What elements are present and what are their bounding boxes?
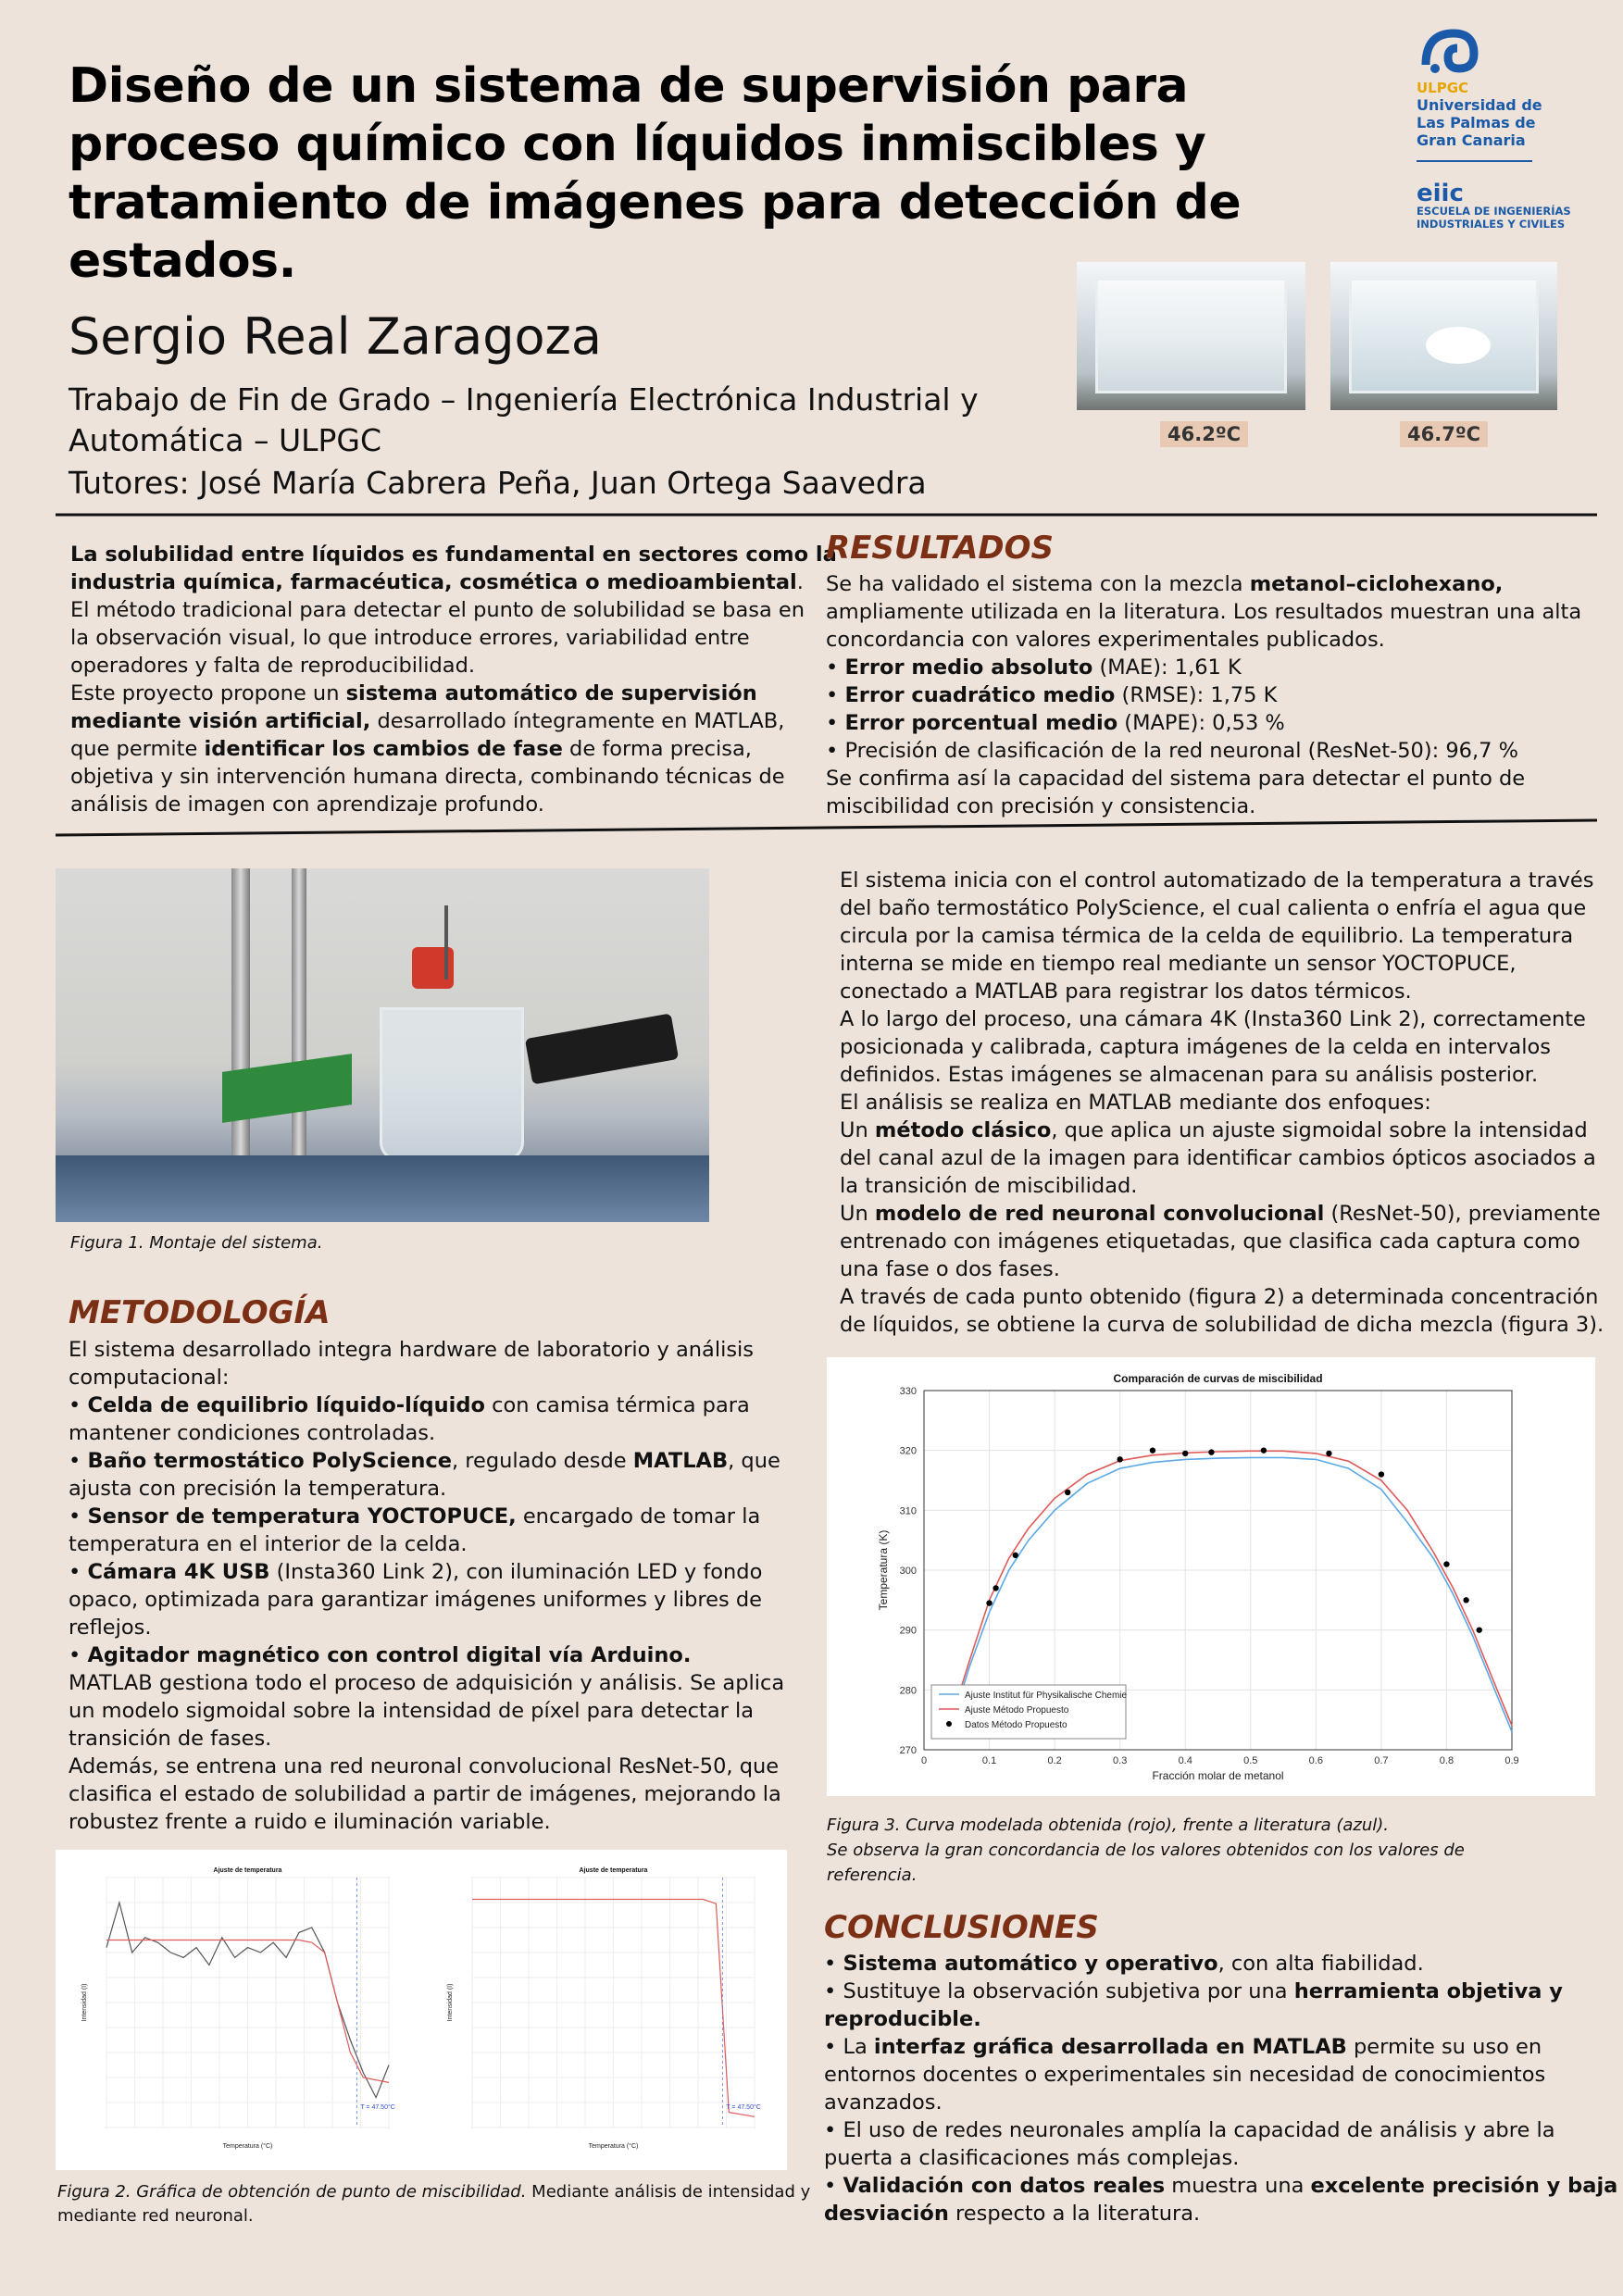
legend-label: Ajuste Institut für Physikalische Chemie	[965, 1691, 1128, 1701]
metric-name: Error medio absoluto	[844, 655, 1093, 680]
metodo-line: reflejos.	[69, 1616, 152, 1640]
text-segment: El uso de redes neuronales amplía la capacidad de análisis y abre la	[843, 2118, 1555, 2142]
desc-line: la transición de miscibilidad.	[840, 1174, 1138, 1198]
data-point	[1261, 1447, 1267, 1453]
intro-bold: identificar los cambios de fase	[204, 737, 563, 761]
metodo-item	[69, 1391, 784, 1419]
logo-divider	[1417, 160, 1532, 162]
x-tick-label: 0.6	[1308, 1755, 1323, 1766]
data-point	[993, 1585, 998, 1591]
x-tick-label: 0.1	[981, 1755, 997, 1766]
intro-text-segment: de forma precisa,	[562, 737, 752, 761]
bold-segment: Sensor de temperatura YOCTOPUCE,	[87, 1504, 517, 1529]
bullet: •	[824, 1979, 843, 2003]
camera-arm	[525, 1013, 679, 1084]
desc-line: A través de cada punto obtenido (figura 2) a determinada concentración	[840, 1285, 1599, 1309]
phase-drop	[1426, 327, 1491, 364]
x-axis-label: Fracción molar de metanol	[1152, 1769, 1284, 1782]
data-point	[986, 1600, 992, 1605]
desc-line: una fase o dos fases.	[840, 1257, 1060, 1281]
y-tick-label: 330	[899, 1386, 917, 1397]
caption-line: Se observa la gran concordancia de los valores obtenidos con los valores de	[827, 1841, 1465, 1860]
bullet: •	[69, 1643, 88, 1667]
data-point	[1117, 1456, 1122, 1462]
metodo-line: mantener condiciones controladas.	[69, 1421, 436, 1445]
temp-label-2: 46.7ºC	[1400, 421, 1488, 447]
desc-line: posicionada y calibrada, captura imágenes de la celda en intervalos	[840, 1035, 1551, 1059]
bold-segment: Cámara 4K USB	[87, 1560, 270, 1584]
title-line: estados.	[69, 233, 296, 289]
legend-swatch	[946, 1721, 952, 1727]
resultados-line: Se confirma así la capacidad del sistema para detectar el punto de	[826, 767, 1526, 791]
x-tick-label: 0	[920, 1755, 928, 1766]
conclusion-line	[824, 2200, 1617, 2227]
metodo-line: El sistema desarrollado integra hardware de laboratorio y análisis	[69, 1338, 755, 1362]
metric-value: (MAPE): 0,53 %	[1117, 711, 1285, 735]
intro-line	[70, 735, 837, 763]
x-tick-label: 0.9	[1504, 1755, 1519, 1766]
bold-segment: Celda de equilibrio líquido-líquido	[87, 1393, 485, 1417]
text-segment: , que	[728, 1449, 780, 1473]
bold-segment: desviación	[824, 2202, 949, 2226]
threshold-annotation: T = 47.50°C	[360, 2104, 395, 2111]
figure3-caption	[827, 1813, 1465, 1888]
metodo-line: clasifica el estado de solubilidad a partir de imágenes, mejorando la	[69, 1782, 781, 1806]
bullet: •	[69, 1449, 88, 1473]
eiic-name-line: ESCUELA DE INGENIERÍAS	[1417, 205, 1571, 218]
metodo-line: ajusta con precisión la temperatura.	[69, 1477, 447, 1501]
neural-net-chart	[421, 1850, 782, 2170]
chart-title: Comparación de curvas de miscibilidad	[1113, 1372, 1323, 1385]
stirrer-base	[56, 1155, 709, 1222]
conclusion-item	[824, 2033, 1617, 2061]
caption-line: referencia.	[827, 1866, 918, 1885]
text-segment: Sustituye la observación subjetiva por una	[843, 1979, 1294, 2003]
y-tick-label: 320	[899, 1445, 917, 1457]
figure1-photo	[56, 868, 709, 1222]
intro-line	[70, 680, 837, 707]
ulpgc-logo	[1417, 28, 1602, 231]
metodo-item	[69, 1558, 784, 1586]
metodo-item	[69, 1447, 784, 1475]
metric-name: Error porcentual medio	[844, 711, 1118, 735]
metodo-line: Además, se entrena una red neuronal convolucional ResNet-50, que	[69, 1754, 780, 1778]
text-segment: , con alta fiabilidad.	[1217, 1952, 1424, 1976]
metric-value: (MAE): 1,61 K	[1092, 655, 1242, 680]
data-point	[1150, 1447, 1155, 1453]
desc-line: del baño termostático PolyScience, el cual calienta o enfría el agua que	[840, 896, 1587, 920]
intro-line	[70, 707, 837, 735]
bullet: •	[826, 683, 845, 707]
desc-line: circula por la camisa térmica de la celda de equilibrio. La temperatura	[840, 924, 1574, 948]
eiic-name-line: INDUSTRIALES Y CIVILES	[1417, 218, 1566, 231]
x-axis-label: Temperatura (°C)	[222, 2143, 273, 2150]
x-tick-label: 0.7	[1374, 1755, 1389, 1766]
title-line: proceso químico con líquidos inmiscibles y	[69, 117, 1206, 172]
text-segment: (ResNet-50), previamente	[1324, 1202, 1601, 1226]
resultados-line: miscibilidad con precisión y consistencia.	[826, 794, 1256, 818]
y-axis-label: Temperatura (K)	[877, 1529, 890, 1611]
conclusion-item	[824, 2172, 1617, 2200]
sample-photo-1	[1077, 262, 1305, 410]
description-text	[840, 867, 1604, 1339]
desc-line: de líquidos, se obtiene la curva de solubilidad de dicha mezcla (figura 3).	[840, 1313, 1604, 1337]
bold-segment: Validación con datos reales	[843, 2174, 1166, 2198]
intro-line: operadores y falta de reproducibilidad.	[70, 654, 476, 678]
bold-segment: Baño termostático PolyScience	[87, 1449, 452, 1473]
desc-line: El análisis se realiza en MATLAB mediante dos enfoques:	[840, 1091, 1431, 1115]
metodologia-heading: METODOLOGÍA	[69, 1294, 331, 1331]
conclusion-item	[824, 1978, 1617, 2005]
metodo-line: un modelo sigmoidal sobre la intensidad de píxel para detectar la	[69, 1699, 755, 1723]
conclusion-item	[824, 1950, 1617, 1978]
text-segment: permite su uso en	[1346, 2035, 1542, 2059]
data-point	[1208, 1449, 1214, 1454]
y-axis-label: Intensidad (I)	[81, 1983, 88, 2022]
desc-line: A lo largo del proceso, una cámara 4K (Insta360 Link 2), correctamente	[840, 1007, 1586, 1031]
ulpgc-name	[1417, 96, 1602, 149]
subtitle-line: Trabajo de Fin de Grado – Ingeniería Electrónica Industrial y	[69, 381, 979, 418]
x-axis-label: Temperatura (°C)	[588, 2143, 639, 2150]
bold-segment: metanol–ciclohexano,	[1249, 572, 1504, 596]
intro-text-segment: que permite	[70, 737, 205, 761]
resultados-line: concordancia con valores experimentales publicados.	[826, 628, 1385, 652]
conclusion-line: reproducible.	[824, 2007, 981, 2031]
data-point	[1463, 1597, 1468, 1603]
conclusiones-heading: CONCLUSIONES	[824, 1909, 1099, 1946]
data-point	[1379, 1471, 1384, 1477]
x-tick-label: 0.3	[1113, 1755, 1128, 1766]
bullet: •	[69, 1504, 88, 1529]
bullet: •	[826, 739, 845, 763]
intro-line: análisis de imagen con aprendizaje profundo.	[70, 792, 544, 817]
x-tick-label: 0.4	[1178, 1755, 1192, 1766]
figure1-caption: Figura 1. Montaje del sistema.	[70, 1233, 323, 1253]
text-segment: Un	[840, 1118, 875, 1142]
metric-item	[826, 737, 1581, 765]
vial-shape	[1349, 281, 1539, 393]
bold-segment: Agitador magnético con control digital vía Arduino.	[87, 1643, 692, 1667]
resultados-heading: RESULTADOS	[826, 530, 1055, 567]
intro-bold: industria química, farmacéutica, cosmética o medioambiental	[70, 570, 797, 594]
intro-line	[70, 568, 837, 596]
eiic-name	[1417, 205, 1602, 231]
legend-label: Ajuste Método Propuesto	[965, 1705, 1069, 1716]
legend-label: Datos Método Propuesto	[965, 1720, 1067, 1730]
metodo-item	[69, 1503, 784, 1530]
conclusion-item	[824, 2116, 1617, 2144]
desc-line: El sistema inicia con el control automatizado de la temperatura a través	[840, 868, 1594, 892]
author-name: Sergio Real Zaragoza	[69, 307, 602, 366]
ulpgc-name-line: Las Palmas de	[1417, 114, 1536, 131]
metodo-line: computacional:	[69, 1366, 230, 1390]
figure3-chart	[827, 1357, 1595, 1796]
data-point	[1326, 1451, 1331, 1456]
data-point	[1477, 1627, 1482, 1632]
conclusiones-text	[824, 1950, 1617, 2227]
resultados-text	[826, 570, 1581, 820]
bold-segment: modelo de red neuronal convolucional	[874, 1202, 1325, 1226]
bold-segment: método clásico	[874, 1118, 1052, 1142]
intro-text-segment: desarrollado íntegramente en MATLAB,	[370, 709, 785, 733]
text-segment: , regulado desde	[451, 1449, 633, 1473]
caption-italic: Figura 2. Gráfica de obtención de punto de miscibilidad.	[57, 2182, 527, 2202]
bullet: •	[824, 2174, 843, 2198]
poster-title	[69, 57, 1402, 291]
figure2-charts	[56, 1850, 787, 2170]
conclusion-line: puerta a clasificaciones más complejas.	[824, 2146, 1240, 2170]
temp-label-1: 46.2ºC	[1160, 421, 1248, 447]
intro-line: objetiva y sin intervención humana directa, combinando técnicas de	[70, 765, 785, 789]
miscibility-chart	[827, 1357, 1595, 1796]
bullet: •	[824, 2035, 843, 2059]
data-point	[1013, 1553, 1018, 1558]
metric-item	[826, 681, 1581, 709]
bold-segment: interfaz gráfica desarrollada en MATLAB	[873, 2035, 1347, 2059]
y-tick-label: 310	[899, 1505, 917, 1517]
subtitle-line: Automática – ULPGC	[69, 422, 381, 458]
x-tick-label: 0.5	[1243, 1755, 1258, 1766]
chart-title: Ajuste de temperatura	[579, 1867, 648, 1874]
vial-shape	[1095, 281, 1287, 393]
text-segment: con camisa térmica para	[484, 1393, 750, 1417]
text-segment: Un	[840, 1202, 875, 1226]
caption-line: Figura 3. Curva modelada obtenida (rojo), frente a literatura (azul).	[827, 1816, 1390, 1835]
text-segment: Se ha validado el sistema con la mezcla	[826, 572, 1250, 596]
conclusion-line: avanzados.	[824, 2090, 943, 2115]
desc-line: conectado a MATLAB para registrar los datos térmicos.	[840, 980, 1412, 1004]
caption-line	[57, 2180, 810, 2204]
text-segment: La	[843, 2035, 874, 2059]
y-tick-label: 290	[899, 1625, 917, 1637]
resultados-line	[826, 570, 1581, 598]
glass-cell	[380, 1007, 524, 1161]
metric-item	[826, 654, 1581, 681]
bold-segment: Sistema automático y operativo	[843, 1952, 1218, 1976]
threshold-annotation: T = 47.50°C	[726, 2104, 761, 2111]
ulpgc-emblem-icon	[1417, 28, 1481, 76]
metodo-line: opaco, optimizada para garantizar imágenes uniformes y libres de	[69, 1588, 762, 1612]
ulpgc-short: ULPGC	[1417, 80, 1469, 96]
text-segment: encargado de tomar la	[516, 1504, 761, 1529]
y-axis-label: Intensidad (I)	[447, 1983, 454, 2022]
intro-line: la observación visual, lo que introduce errores, variabilidad entre	[70, 626, 750, 650]
y-tick-label: 270	[899, 1745, 917, 1756]
y-tick-label: 300	[899, 1566, 917, 1577]
intro-bold: sistema automático de supervisión	[345, 681, 757, 705]
intro-text	[70, 541, 837, 818]
text-segment: (Insta360 Link 2), con iluminación LED y fondo	[269, 1560, 763, 1584]
chart-title: Ajuste de temperatura	[213, 1867, 282, 1874]
conclusion-line: entornos docentes o experimentales sin necesidad de conocimientos	[824, 2063, 1546, 2087]
title-line: tratamiento de imágenes para detección de	[69, 175, 1242, 231]
metodologia-text	[69, 1336, 784, 1836]
metodo-item	[69, 1641, 784, 1669]
data-point	[1065, 1490, 1070, 1495]
eiic-short: eiic	[1417, 180, 1464, 207]
metric-item	[826, 709, 1581, 737]
figure2-caption	[57, 2180, 810, 2228]
bold-segment: MATLAB	[632, 1449, 729, 1473]
title-line: Diseño de un sistema de supervisión para	[69, 58, 1189, 114]
bullet: •	[824, 1952, 843, 1976]
desc-line: entrenado con imágenes etiquetadas, que clasifica cada captura como	[840, 1229, 1580, 1254]
y-tick-label: 280	[899, 1685, 917, 1697]
intro-text-segment: Este proyecto propone un	[70, 681, 346, 705]
metric-value: (RMSE): 1,75 K	[1115, 683, 1278, 707]
desc-line: del canal azul de la imagen para identificar cambios ópticos asociados a	[840, 1146, 1596, 1170]
metodo-line: robustez frente a ruido e iluminación variable.	[69, 1810, 551, 1834]
resultados-line: ampliamente utilizada en la literatura. Los resultados muestran una alta	[826, 600, 1582, 624]
data-point	[1182, 1451, 1188, 1456]
x-tick-label: 0.2	[1047, 1755, 1062, 1766]
data-point	[1443, 1561, 1449, 1566]
intro-period: .	[796, 570, 804, 594]
subtitle-line: Tutores: José María Cabrera Peña, Juan Ortega Saavedra	[69, 465, 927, 501]
bold-segment: excelente precisión y baja	[1310, 2174, 1618, 2198]
intensity-chart	[56, 1850, 417, 2170]
bullet: •	[69, 1560, 88, 1584]
metodo-line: temperatura en el interior de la celda.	[69, 1532, 468, 1556]
bold-segment: herramienta objetiva y	[1293, 1979, 1563, 2003]
bullet: •	[826, 655, 845, 680]
sensor-wire	[444, 905, 448, 980]
metric-value: Precisión de clasificación de la red neuronal (ResNet-50): 96,7 %	[844, 739, 1518, 763]
text-segment: , que aplica un ajuste sigmoidal sobre la intensidad	[1051, 1118, 1588, 1142]
bullet: •	[69, 1393, 88, 1417]
desc-line: interna se mide en tiempo real mediante un sensor YOCTOPUCE,	[840, 952, 1517, 976]
text-segment: muestra una	[1165, 2174, 1311, 2198]
caption-normal: Mediante análisis de intensidad y	[526, 2182, 811, 2202]
ulpgc-name-line: Universidad de	[1417, 96, 1542, 114]
intro-line: El método tradicional para detectar el punto de solubilidad se basa en	[70, 598, 805, 622]
intro-bold: mediante visión artificial,	[70, 709, 371, 733]
bullet: •	[824, 2118, 843, 2142]
sample-photo-2	[1330, 262, 1557, 410]
intro-line: La solubilidad entre líquidos es fundamental en sectores como la	[70, 543, 837, 567]
metodo-line: transición de fases.	[69, 1727, 272, 1751]
desc-line	[840, 1200, 1604, 1228]
ulpgc-name-line: Gran Canaria	[1417, 131, 1526, 149]
caption-line: mediante red neuronal.	[57, 2206, 254, 2226]
divider-line	[56, 820, 1597, 835]
text-segment: respecto a la literatura.	[948, 2202, 1201, 2226]
desc-line: definidos. Estas imágenes se almacenan para su análisis posterior.	[840, 1063, 1539, 1087]
x-tick-label: 0.8	[1439, 1755, 1454, 1766]
desc-line	[840, 1117, 1604, 1144]
metric-name: Error cuadrático medio	[844, 683, 1116, 707]
bullet: •	[826, 711, 845, 735]
metodo-line: MATLAB gestiona todo el proceso de adquisición y análisis. Se aplica	[69, 1671, 785, 1695]
